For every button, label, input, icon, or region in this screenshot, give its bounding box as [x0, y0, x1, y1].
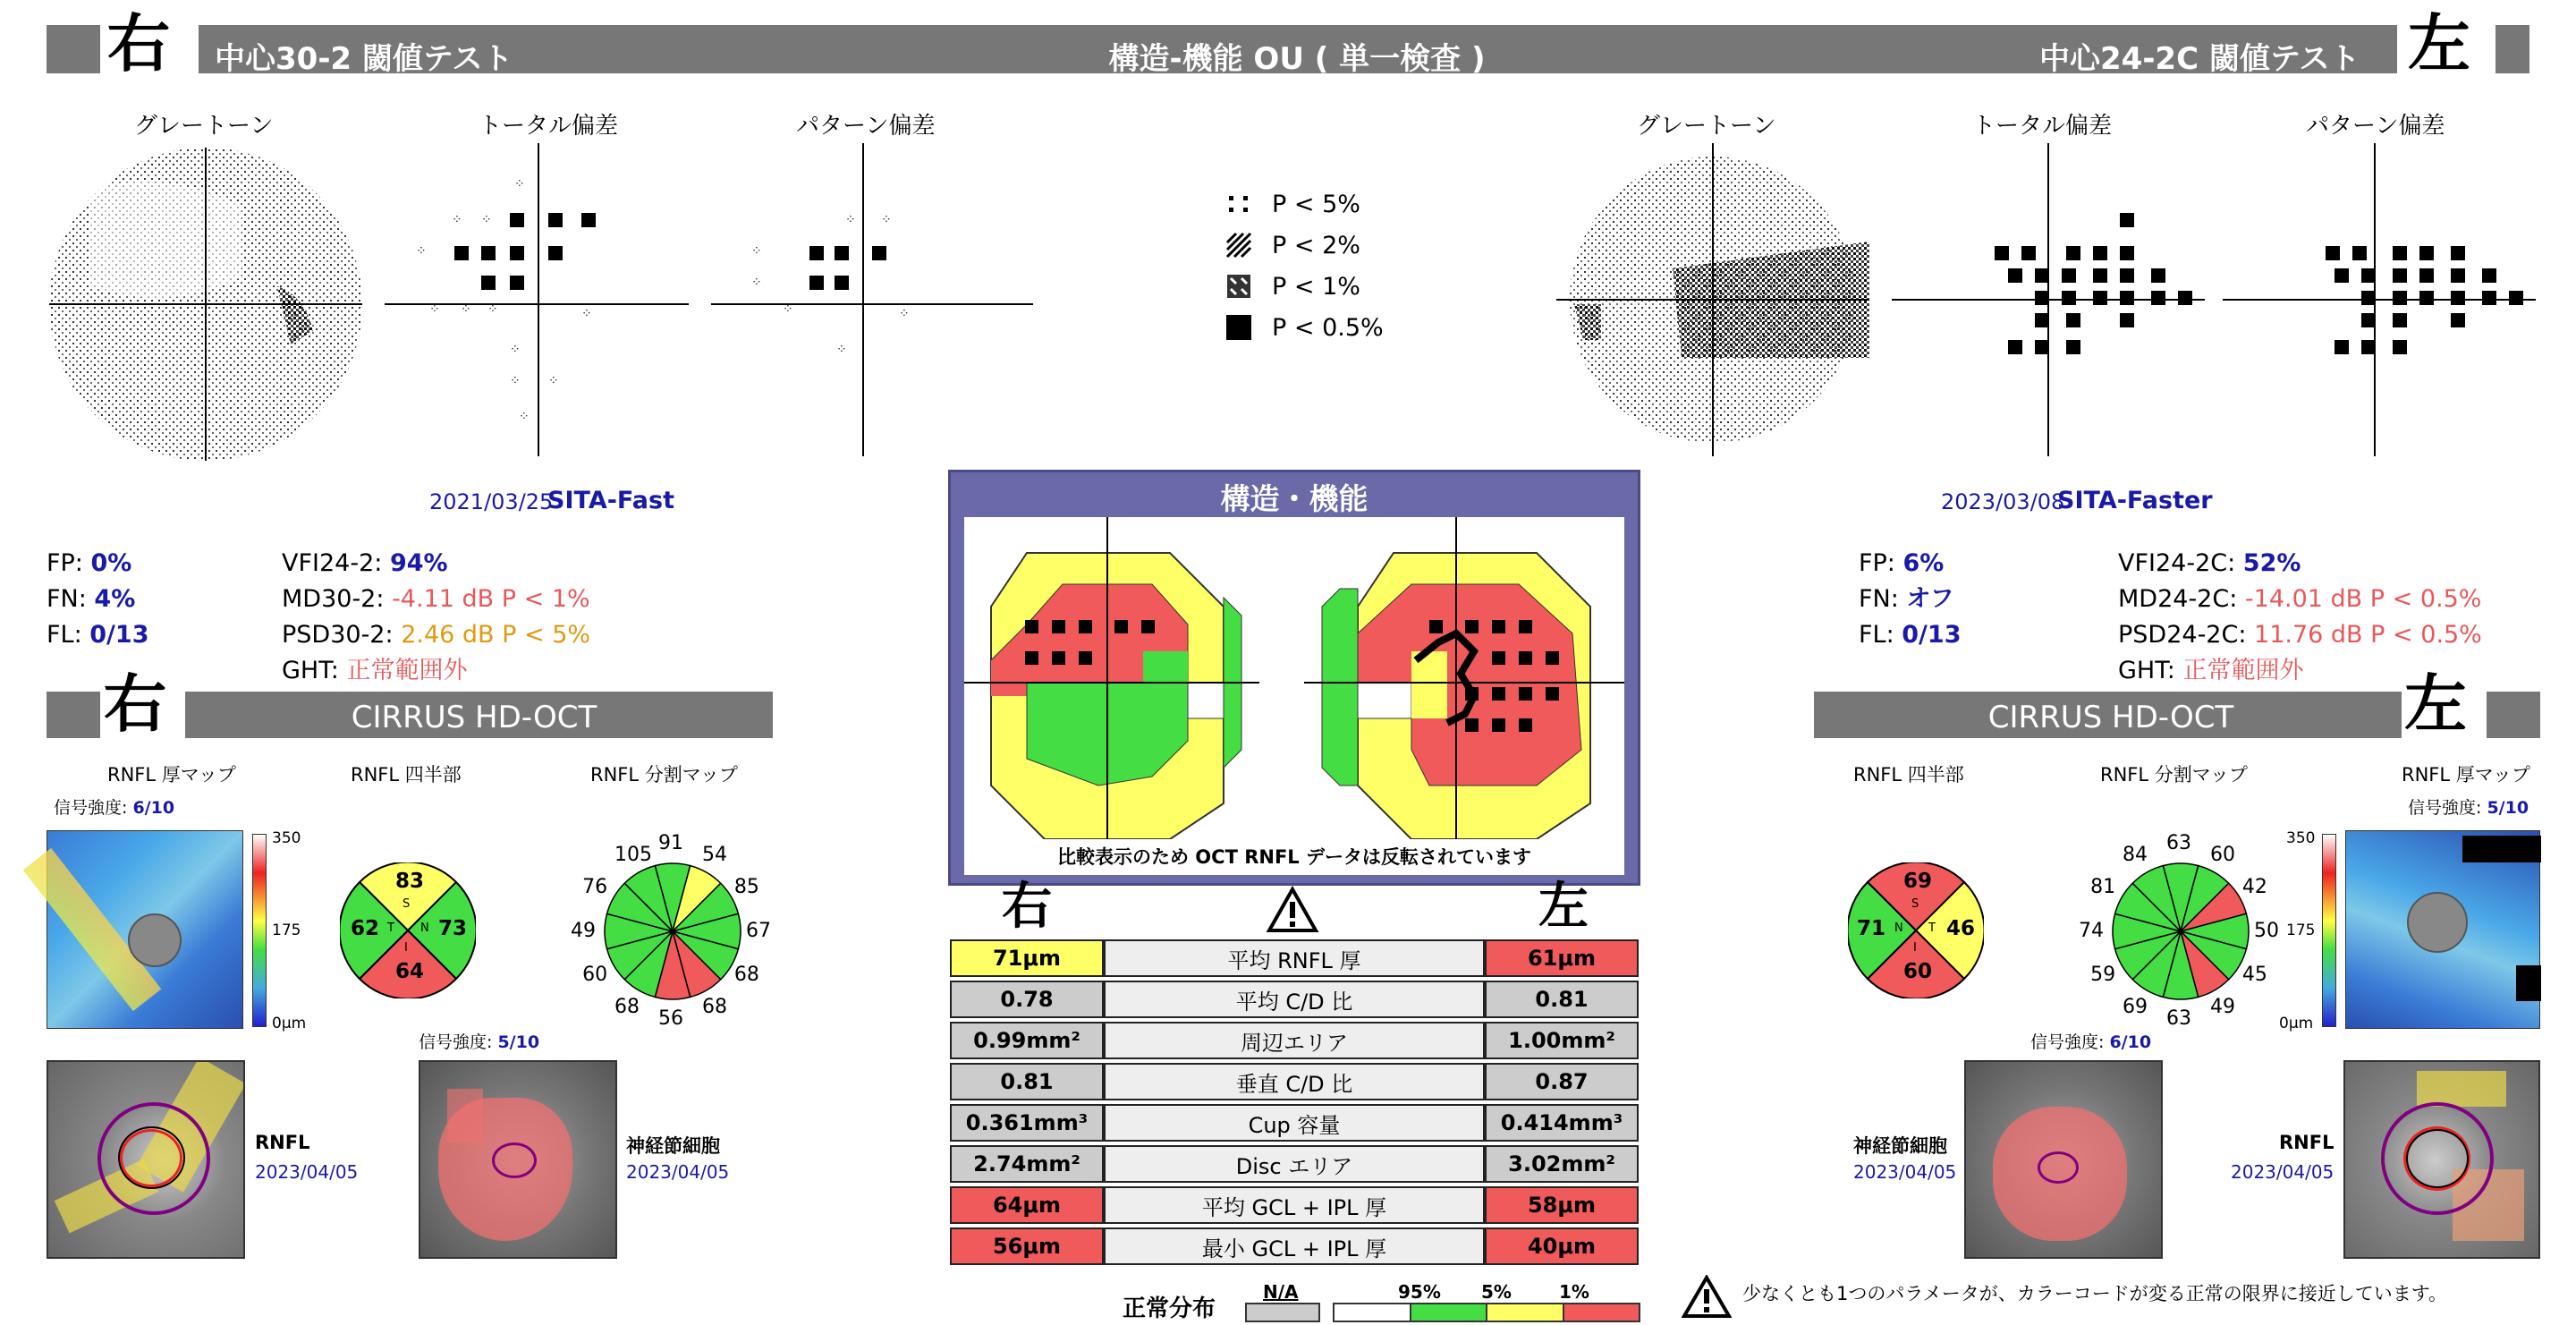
left-quad-s-letter: S: [1911, 897, 1919, 911]
metrics-row-avg-rnfl: 71μm 平均 RNFL 厚 61μm: [950, 939, 1639, 977]
left-rnfl-quadrant-title: RNFL 四半部: [1853, 764, 1964, 786]
right-eye-marker: 右: [107, 6, 170, 81]
nd-95-label: 95%: [1398, 1281, 1441, 1303]
right-psd: PSD30-2: 2.46 dB P < 5%: [282, 621, 591, 649]
sf-note: 比較表示のため OCT RNFL データは反転されています: [1057, 846, 1531, 868]
right-clock-value: 68: [702, 995, 727, 1018]
right-graytone-title: グレートーン: [134, 113, 274, 140]
legend-p5: P < 5%: [1225, 183, 1384, 225]
svg-text:⁘: ⁘: [751, 244, 762, 259]
left-oct-title: CIRRUS HD-OCT: [1987, 700, 2234, 735]
left-fn: FN: オフ: [1859, 585, 1954, 613]
right-gcl-signal: 信号強度: 5/10: [419, 1032, 540, 1052]
right-clock-value: 60: [582, 964, 608, 986]
right-rnfl-thickness-title: RNFL 厚マップ: [107, 764, 236, 786]
left-vfi: VFI24-2C: 52%: [2118, 549, 2301, 577]
left-rnfl-fundus-label: RNFL: [2279, 1132, 2334, 1153]
right-clock-value: 56: [658, 1007, 683, 1030]
right-gcl-fundus-label: 神経節細胞: [626, 1135, 720, 1157]
right-quad-s-value: 83: [395, 870, 425, 893]
p5-symbol-icon: [1225, 191, 1252, 217]
right-rnfl-colorbar: [252, 834, 267, 1027]
svg-text:⁘: ⁘: [899, 307, 910, 321]
right-rnfl-fundus: [47, 1060, 245, 1259]
right-rnfl-fundus-label: RNFL: [255, 1132, 310, 1153]
left-quad-i-letter: I: [1913, 941, 1917, 955]
metrics-row-avg-gcl: 64μm 平均 GCL + IPL 厚 58μm: [950, 1186, 1639, 1224]
report-title: 構造-機能 OU ( 単一検査 ): [1108, 41, 1486, 77]
right-scale-mid: 175: [272, 922, 301, 939]
right-rnfl-fundus-date: 2023/04/05: [255, 1161, 359, 1183]
left-total-deviation-title: トータル偏差: [1972, 113, 2113, 140]
right-vf-strategy: SITA-Fast: [547, 487, 674, 514]
left-pattern-deviation-title: パターン偏差: [2306, 113, 2445, 140]
svg-text:⁘: ⁘: [461, 302, 471, 317]
right-vfi: VFI24-2: 94%: [282, 549, 448, 577]
left-clock-value: 63: [2166, 832, 2191, 854]
legend-p05: P < 0.5%: [1225, 307, 1384, 348]
svg-text:⁘: ⁘: [487, 302, 498, 317]
svg-text:⁘: ⁘: [845, 213, 856, 227]
right-oct-eye-marker: 右: [104, 667, 166, 741]
right-scale-max: 350: [272, 829, 301, 847]
right-clock-value: 54: [702, 844, 727, 867]
left-total-deviation-plot: [1892, 143, 2205, 456]
left-clock-value: 60: [2210, 844, 2235, 867]
left-rnfl-fundus-date: 2023/04/05: [2231, 1161, 2334, 1183]
right-fn: FN: 4%: [47, 585, 136, 613]
metrics-row-min-gcl: 56μm 最小 GCL + IPL 厚 40μm: [950, 1227, 1639, 1265]
left-clock-value: 59: [2090, 964, 2116, 986]
left-oct-eye-marker: 左: [2404, 667, 2467, 741]
warning-icon: [1266, 886, 1319, 934]
sf-right-map: [964, 517, 1259, 839]
legend-p2: P < 2%: [1225, 225, 1384, 266]
left-quad-n-value: 71: [1857, 917, 1886, 940]
sf-maps: [964, 517, 1624, 839]
left-fl: FL: 0/13: [1859, 621, 1962, 649]
left-vf-plots: [1547, 134, 2549, 465]
right-clock-value: 76: [582, 876, 608, 898]
left-ght: GHT: 正常範囲外: [2118, 657, 2304, 684]
right-fl: FL: 0/13: [47, 621, 149, 649]
right-gcl-fundus: [419, 1060, 617, 1259]
left-quad-t-value: 46: [1946, 917, 1976, 940]
svg-text:⁘: ⁘: [452, 213, 462, 227]
legend-p1: P < 1%: [1225, 266, 1384, 307]
warning-note: 少なくとも1つのパラメータが、カラーコードが変る正常の限界に接近しています。: [1742, 1283, 2448, 1304]
nd-1-label: 1%: [1559, 1281, 1589, 1303]
metrics-left-eye: 左: [1538, 877, 1589, 936]
right-rnfl-thickness-map: [47, 830, 243, 1029]
left-clock-value: 84: [2123, 844, 2148, 867]
svg-text:⁘: ⁘: [416, 244, 427, 259]
metrics-row-rim-area: 0.99mm² 周辺エリア 1.00mm²: [950, 1022, 1639, 1059]
right-rnfl-quadrant-title: RNFL 四半部: [351, 764, 462, 786]
p05-symbol-icon: [1225, 314, 1252, 341]
nd-na-label: N/A: [1263, 1281, 1299, 1303]
right-clock-value: 91: [658, 832, 683, 854]
right-quad-n-letter: N: [420, 922, 429, 935]
right-ght: GHT: 正常範囲外: [282, 657, 468, 684]
nd-scale: [1333, 1303, 1640, 1322]
metrics-row-cup-volume: 0.361mm³ Cup 容量 0.414mm³: [950, 1104, 1639, 1142]
left-test-name: 中心24-2C 閾値テスト: [2039, 41, 2360, 77]
svg-text:⁘: ⁘: [510, 374, 521, 388]
left-pattern-deviation-plot: [2223, 143, 2536, 456]
left-gcl-fundus-date: 2023/04/05: [1853, 1161, 1957, 1183]
metrics-row-avg-cd: 0.78 平均 C/D 比 0.81: [950, 981, 1639, 1018]
right-quad-t-value: 62: [351, 917, 380, 940]
right-md: MD30-2: -4.11 dB P < 1%: [282, 585, 590, 613]
left-vf-date: 2023/03/08: [1941, 489, 2065, 514]
right-clock-value: 85: [733, 876, 759, 898]
left-clock-chart: [2111, 862, 2250, 1001]
left-rnfl-signal: 信号強度: 5/10: [2408, 798, 2529, 818]
p2-symbol-icon: [1225, 232, 1252, 259]
svg-text:⁘: ⁘: [510, 343, 521, 357]
left-gcl-fundus: [1964, 1060, 2163, 1259]
svg-text:⁘: ⁘: [581, 307, 592, 321]
left-rnfl-fundus: [2343, 1060, 2540, 1259]
svg-text:⁘: ⁘: [751, 276, 762, 290]
warning-note-icon: [1682, 1275, 1732, 1320]
right-clock-value: 49: [571, 920, 596, 942]
svg-text:⁘: ⁘: [783, 302, 793, 317]
left-rnfl-thickness-map: [2345, 830, 2540, 1029]
left-clock-value: 50: [2254, 920, 2279, 942]
left-clock-value: 49: [2210, 995, 2235, 1018]
left-clock-value: 42: [2241, 876, 2267, 898]
right-quad-s-letter: S: [402, 897, 411, 911]
right-pattern-deviation-title: パターン偏差: [796, 113, 936, 140]
metrics-row-disc-area: 2.74mm² Disc エリア 3.02mm²: [950, 1145, 1639, 1183]
right-rnfl-sector-title: RNFL 分割マップ: [590, 764, 738, 786]
left-clock-value: 74: [2079, 920, 2104, 942]
right-total-deviation-plot: [385, 143, 689, 456]
right-clock-value: 68: [733, 964, 759, 986]
svg-text:⁘: ⁘: [519, 410, 530, 424]
left-graytone-plot: [1556, 143, 1869, 456]
right-vf-plots: [36, 134, 1038, 465]
left-rnfl-sector-title: RNFL 分割マップ: [2100, 764, 2248, 786]
nd-5-label: 5%: [1481, 1281, 1512, 1303]
left-psd: PSD24-2C: 11.76 dB P < 0.5%: [2118, 621, 2482, 649]
nd-na-swatch: [1245, 1303, 1320, 1322]
right-oct-title: CIRRUS HD-OCT: [351, 700, 597, 735]
right-scale-min: 0μm: [272, 1015, 307, 1032]
left-gcl-fundus-label: 神経節細胞: [1853, 1135, 1947, 1157]
right-clock-chart: [603, 862, 742, 1001]
right-reliability: [47, 546, 149, 653]
left-gcl-signal: 信号強度: 6/10: [2030, 1032, 2152, 1052]
left-quad-t-letter: T: [1928, 922, 1936, 935]
normal-dist-label: 正常分布: [1123, 1295, 1216, 1322]
left-clock-value: 69: [2123, 995, 2148, 1018]
right-pattern-deviation-plot: [711, 143, 1033, 456]
left-scale-mid: 175: [2286, 922, 2316, 939]
left-eye-marker: 左: [2408, 6, 2470, 81]
left-graytone-title: グレートーン: [1637, 113, 1776, 140]
left-clock-value: 63: [2166, 1007, 2191, 1030]
right-clock-value: 68: [614, 995, 640, 1018]
left-reliability: [1859, 546, 1962, 653]
left-quad-s-value: 69: [1903, 870, 1933, 893]
right-fp: FP: 0%: [47, 549, 132, 577]
right-total-deviation-title: トータル偏差: [479, 113, 619, 140]
right-rnfl-signal: 信号強度: 6/10: [54, 798, 175, 818]
svg-text:⁘: ⁘: [514, 177, 525, 191]
sf-left-map: [1304, 517, 1624, 839]
left-vf-strategy: SITA-Faster: [2057, 487, 2213, 514]
left-quad-n-letter: N: [1894, 922, 1903, 935]
left-rnfl-thickness-title: RNFL 厚マップ: [2402, 764, 2530, 786]
right-quad-i-letter: I: [404, 941, 408, 955]
svg-text:⁘: ⁘: [836, 343, 847, 357]
right-quad-t-letter: T: [387, 922, 394, 935]
right-gcl-fundus-date: 2023/04/05: [626, 1161, 730, 1183]
left-rnfl-colorbar: [2322, 834, 2336, 1027]
right-quad-n-value: 73: [438, 917, 468, 940]
right-vf-date: 2021/03/25: [429, 489, 554, 514]
svg-text:⁘: ⁘: [881, 213, 892, 227]
left-clock-value: 45: [2241, 964, 2267, 986]
right-test-name: 中心30-2 閾値テスト: [215, 41, 513, 77]
metrics-row-vert-cd: 0.81 垂直 C/D 比 0.87: [950, 1063, 1639, 1100]
right-indices: [282, 546, 590, 689]
left-scale-max: 350: [2286, 829, 2316, 847]
p1-symbol-icon: [1225, 273, 1252, 300]
right-quad-i-value: 64: [395, 960, 425, 983]
left-md: MD24-2C: -14.01 dB P < 0.5%: [2118, 585, 2482, 613]
svg-text:⁘: ⁘: [429, 302, 440, 317]
left-clock-value: 81: [2090, 876, 2116, 898]
left-scale-min: 0μm: [2279, 1015, 2314, 1032]
p-legend: [1225, 183, 1384, 348]
svg-text:⁘: ⁘: [481, 213, 492, 227]
right-graytone-plot: [49, 148, 362, 461]
sf-title: 構造・機能: [1220, 481, 1368, 516]
metrics-right-eye: 右: [1002, 877, 1052, 936]
svg-text:⁘: ⁘: [548, 374, 559, 388]
left-fp: FP: 6%: [1859, 549, 1945, 577]
left-quad-i-value: 60: [1903, 960, 1933, 983]
right-clock-value: 67: [746, 920, 771, 942]
right-clock-value: 105: [614, 844, 652, 867]
